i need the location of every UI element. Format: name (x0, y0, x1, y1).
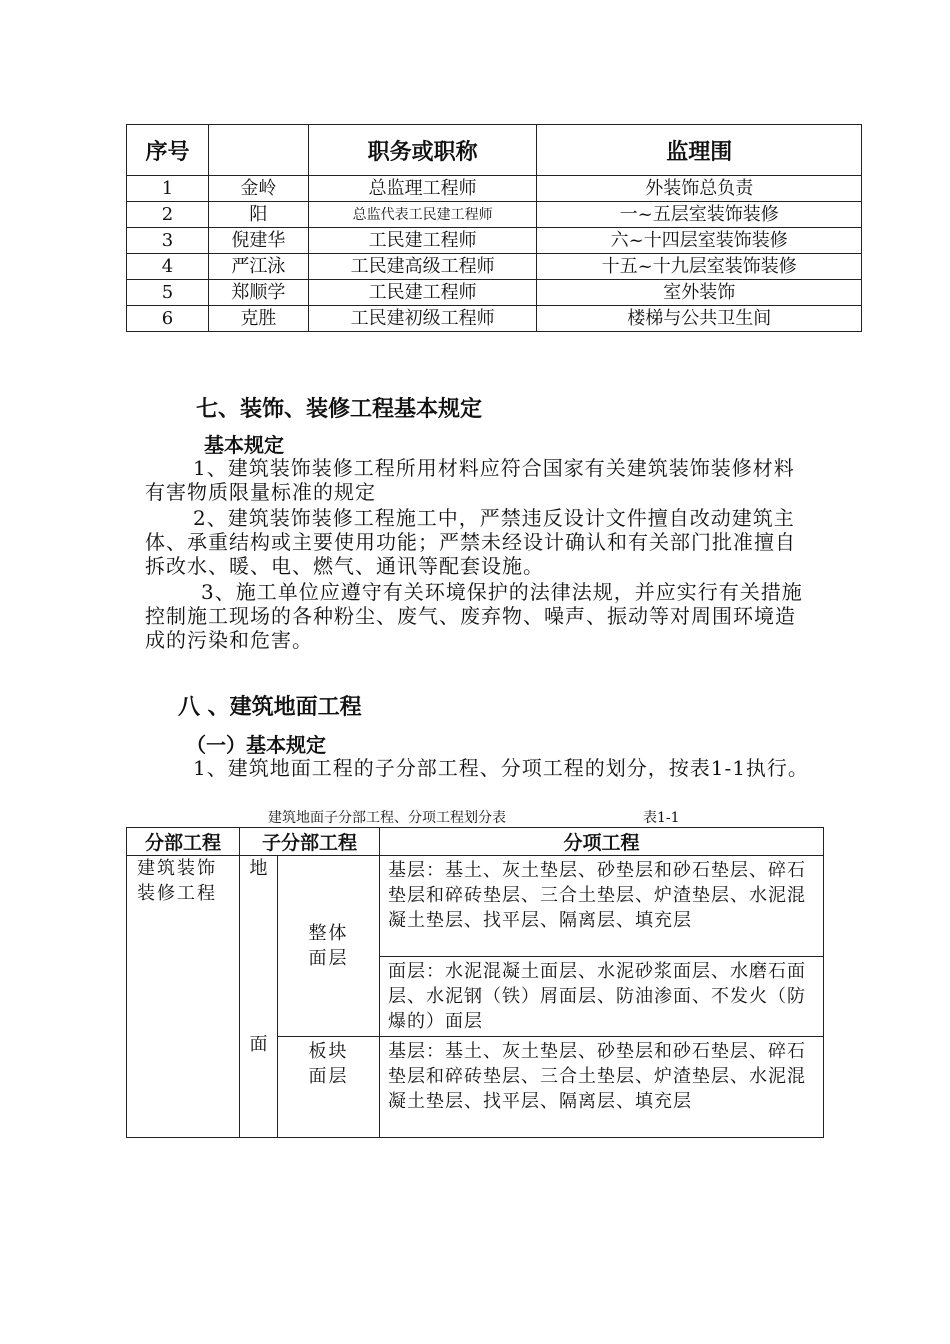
header-scope: 监理围 (537, 125, 862, 176)
scope-cell: 外装饰总负责 (537, 176, 862, 202)
seq-cell: 4 (127, 254, 209, 280)
table-number: 表1-1 (643, 810, 680, 826)
table-caption: 建筑地面子分部工程、分项工程划分表 (268, 810, 506, 826)
division-table (126, 827, 824, 1138)
scope-cell: 六~十四层室装饰装修 (537, 228, 862, 254)
title-cell: 总监理工程师 (308, 176, 537, 202)
table-row (127, 280, 862, 306)
seq-cell: 5 (127, 280, 209, 306)
division-header-row (127, 828, 824, 856)
section8-title: 八 、建筑地面工程 (178, 695, 362, 720)
section7-title: 七、装饰、装修工程基本规定 (196, 397, 483, 422)
subdept-char-1: 地 (249, 858, 268, 879)
title-cell: 工民建工程师 (308, 228, 537, 254)
name-cell: 金岭 (208, 176, 308, 202)
table-row (127, 306, 862, 332)
seq-cell: 6 (127, 306, 209, 332)
table-row (127, 228, 862, 254)
section7-paragraph-2: 2、建筑装饰装修工程施工中，严禁违反设计文件擅自改动建筑主体、承重结构或主要使用功能；严禁未经设计确认和有关部门批准擅自拆改水、暖、电、燃气、通讯等配套设施。 (145, 506, 796, 578)
header-subdept: 子分部工程 (240, 828, 380, 856)
name-cell: 倪建华 (208, 228, 308, 254)
section7-subtitle: 基本规定 (204, 433, 284, 457)
scope-cell: 一~五层室装饰装修 (537, 202, 862, 228)
section8-paragraph-1: 1、建筑地面工程的子分部工程、分项工程的划分，按表1-1执行。 (193, 756, 809, 780)
seq-cell: 1 (127, 176, 209, 202)
header-name (208, 125, 308, 176)
table-row (127, 254, 862, 280)
section7-paragraph-3: 3、施工单位应遵守有关环境保护的法律法规，并应实行有关措施控制施工现场的各种粉尘、废气、废弃物、噪声、振动等对周围环境造成的污染和危害。 (145, 580, 803, 652)
name-cell: 郑顺学 (208, 280, 308, 306)
group1-base-cell: 基层：基土、灰土垫层、砂垫层和砂石垫层、碎石垫层和碎砖垫层、三合土垫层、炉渣垫层、水泥混凝土垫层、找平层、隔离层、填充层 (380, 856, 824, 957)
staff-table (126, 124, 862, 332)
scope-cell: 十五~十九层室装饰装修 (537, 254, 862, 280)
table-row (127, 856, 824, 957)
table-row (127, 202, 862, 228)
title-cell: 工民建工程师 (308, 280, 537, 306)
scope-cell: 楼梯与公共卫生间 (537, 306, 862, 332)
title-cell: 工民建高级工程师 (308, 254, 537, 280)
section8-subtitle: （一）基本规定 (186, 733, 326, 757)
header-items: 分项工程 (380, 828, 824, 856)
seq-cell: 2 (127, 202, 209, 228)
name-cell: 克胜 (208, 306, 308, 332)
section7-paragraph-1: 1、建筑装饰装修工程所用材料应符合国家有关建筑装饰装修材料有害物质限量标准的规定 (145, 456, 795, 504)
group2-base-cell: 基层：基土、灰土垫层、砂垫层和砂石垫层、碎石垫层和碎砖垫层、三合土垫层、炉渣垫层、水泥混凝土垫层、找平层、隔离层、填充层 (380, 1037, 824, 1138)
name-cell: 严江泳 (208, 254, 308, 280)
title-cell: 总监代表工民建工程师 (308, 202, 537, 228)
scope-cell: 室外装饰 (537, 280, 862, 306)
dept-cell: 建筑装饰装修工程 (127, 856, 240, 1138)
name-cell: 阳 (208, 202, 308, 228)
seq-cell: 3 (127, 228, 209, 254)
header-dept: 分部工程 (127, 828, 240, 856)
table-row (127, 176, 862, 202)
subdept-char-2: 面 (249, 1034, 268, 1055)
group1-surface-cell: 面层：水泥混凝土面层、水泥砂浆面层、水磨石面层、水泥钢（铁）屑面层、防油渗面、不发火（防爆的）面层 (380, 957, 824, 1037)
subdept-char-cell (240, 856, 278, 1138)
title-cell: 工民建初级工程师 (308, 306, 537, 332)
header-seq: 序号 (127, 125, 209, 176)
staff-header-row (127, 125, 862, 176)
header-title: 职务或职称 (308, 125, 537, 176)
group1-name-cell: 整体面层 (278, 856, 380, 1037)
group2-name-cell: 板块面层 (278, 1037, 380, 1138)
